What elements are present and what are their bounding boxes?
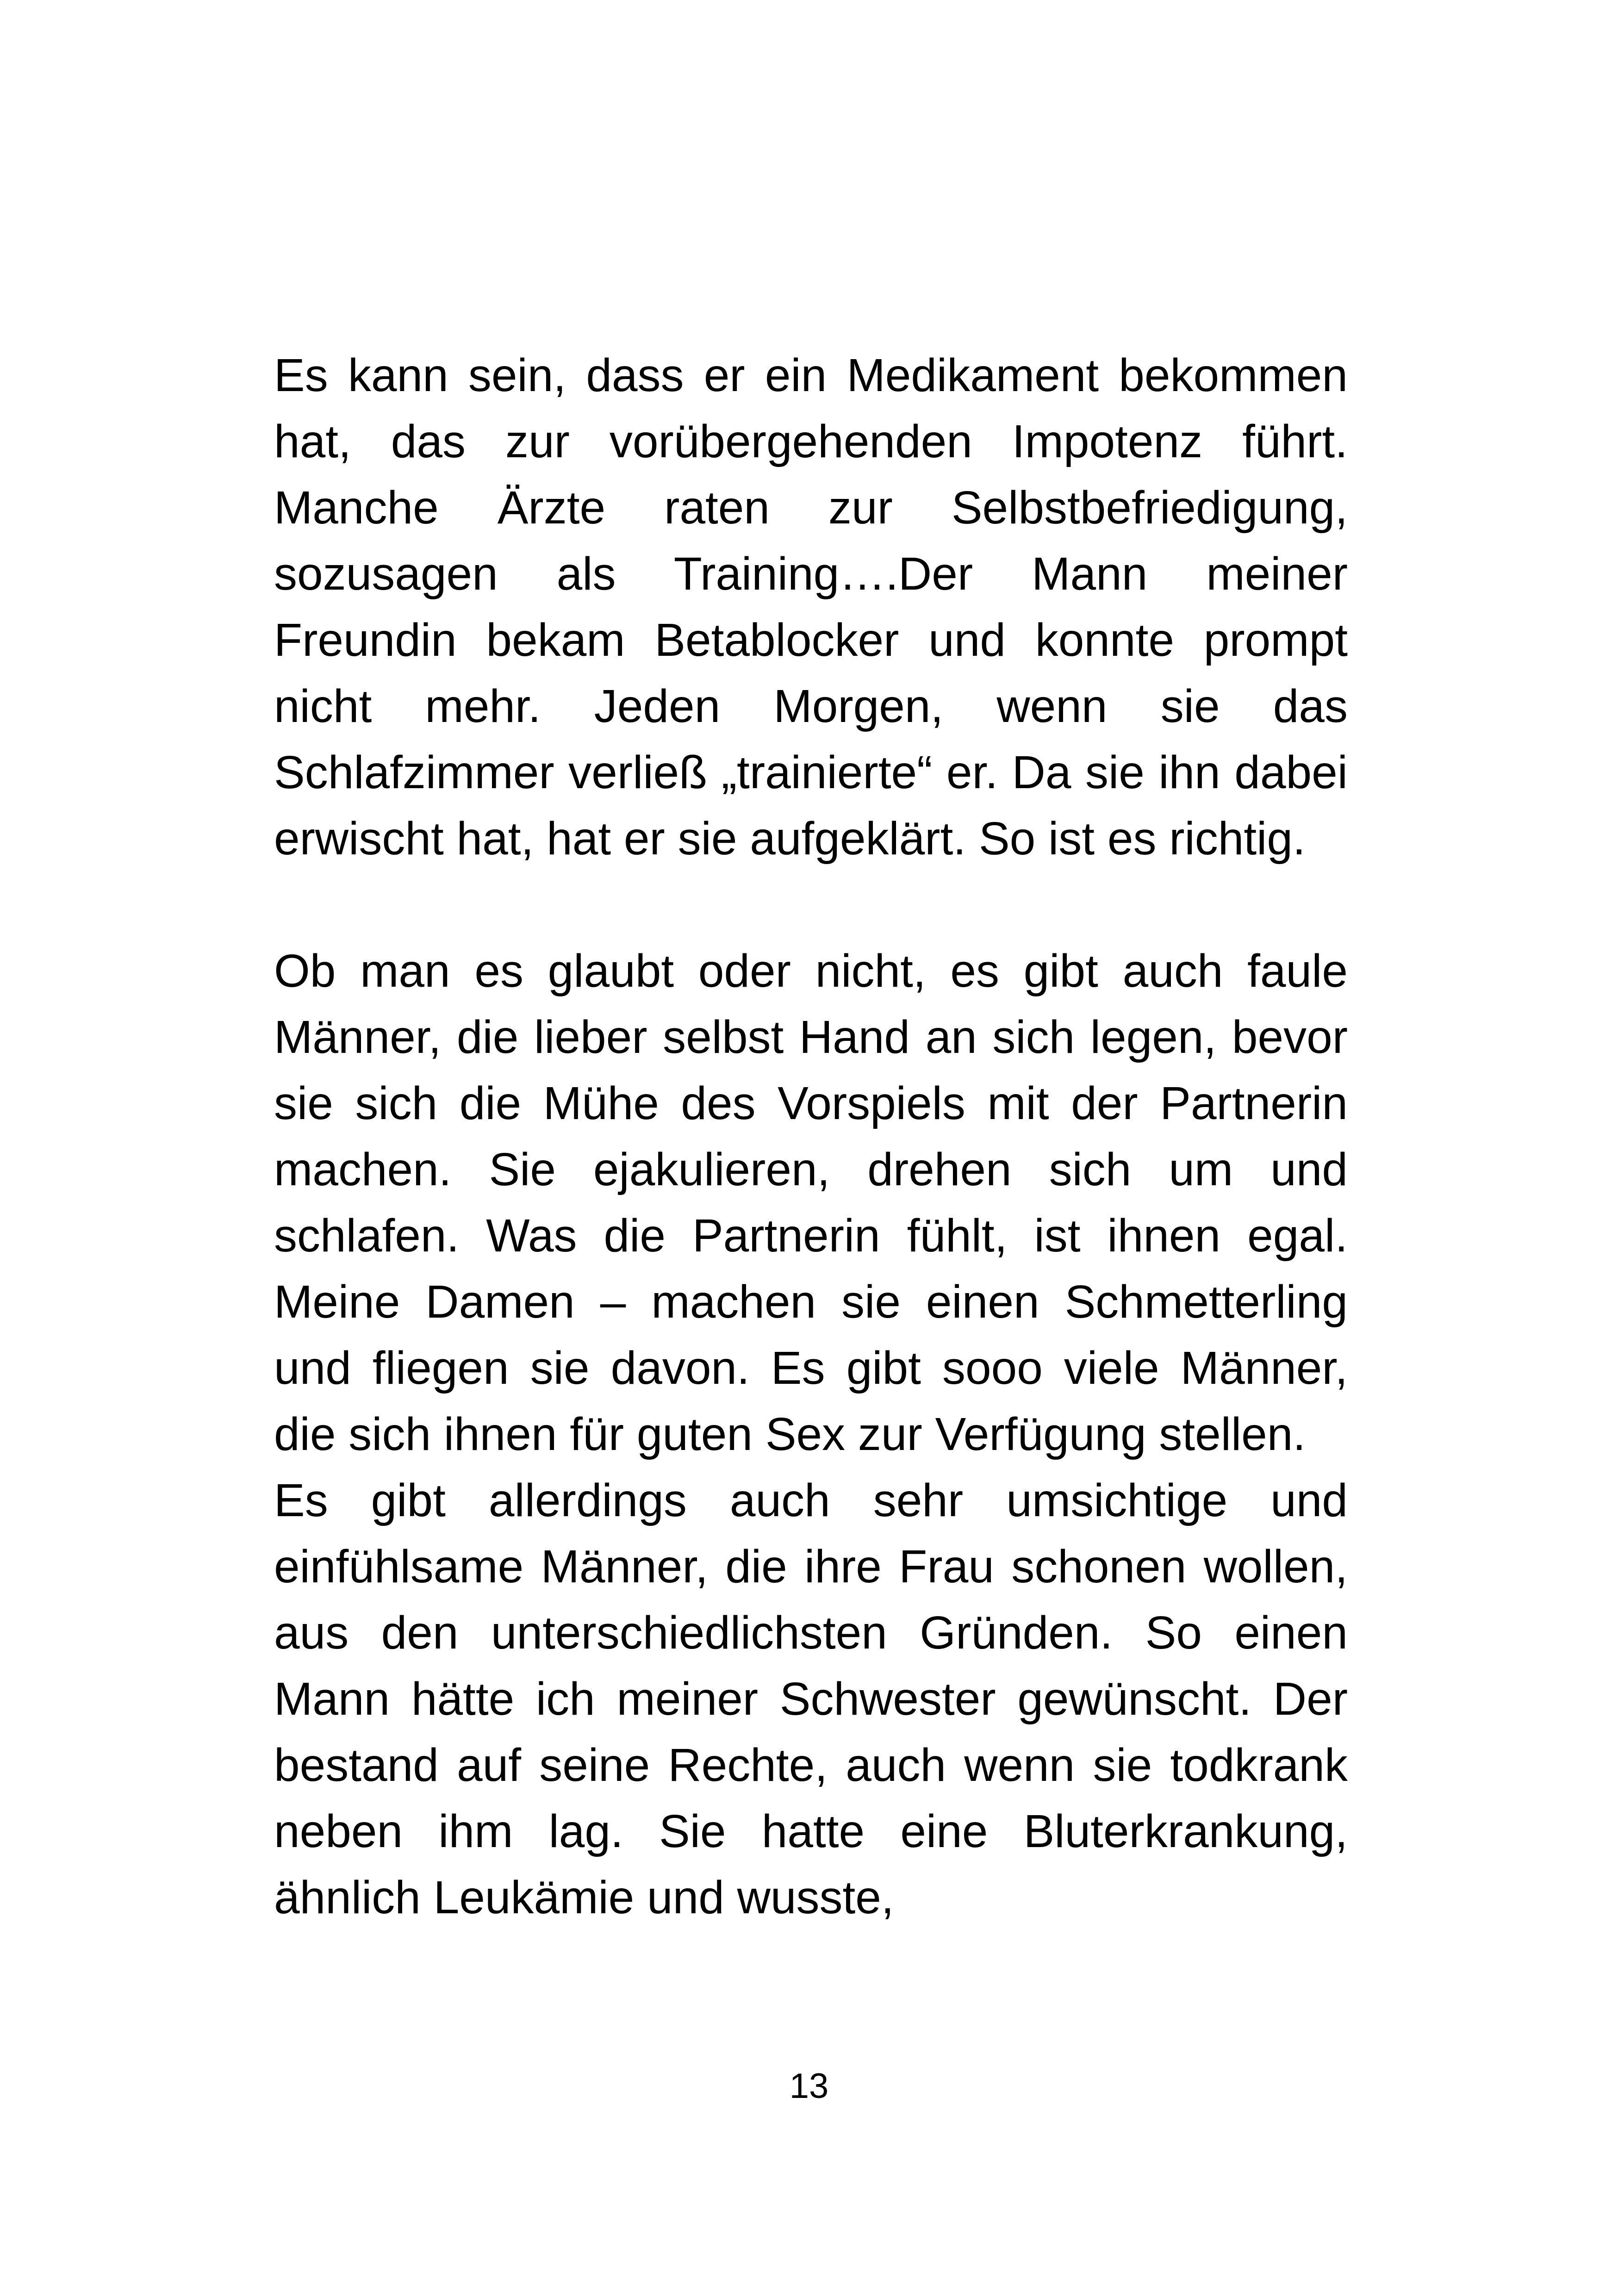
- paragraph-1: Es kann sein, dass er ein Medikament bekommen hat, das zur vorübergehenden Impotenz führt. Manche Ärzte raten zur Selbstbefriedigung, sozusagen als Training….Der Mann meiner Freundin bekam Betablocker und konnte prompt nicht mehr. Jeden Morgen, wenn sie das Schlafzimmer verließ „trainierte“ er. Da sie ihn dabei erwischt hat, hat er sie aufgeklärt. So ist es richtig.: [274, 349, 1348, 865]
- page-number: 13: [789, 2066, 829, 2106]
- paragraph-3: Es gibt allerdings auch sehr umsichtige und einfühlsame Männer, die ihre Frau schonen wollen, aus den unterschiedlichsten Gründen. So einen Mann hätte ich meiner Schwester gewünscht. Der bestand auf seine Rechte, auch wenn sie todkrank neben ihm lag. Sie hatte eine Bluterkrankung, ähnlich Leukämie und wusste,: [274, 1475, 1348, 1923]
- paragraph-2: Ob man es glaubt oder nicht, es gibt auch faule Männer, die lieber selbst Hand an sich legen, bevor sie sich die Mühe des Vorspiels mit der Partnerin machen. Sie ejakulieren, drehen sich um und schlafen. Was die Partnerin fühlt, ist ihnen egal. Meine Damen – machen sie einen Schmetterling und fliegen sie davon. Es gibt sooo viele Männer, die sich ihnen für guten Sex zur Verfügung stellen.: [274, 945, 1348, 1460]
- body-text: [274, 342, 1348, 1931]
